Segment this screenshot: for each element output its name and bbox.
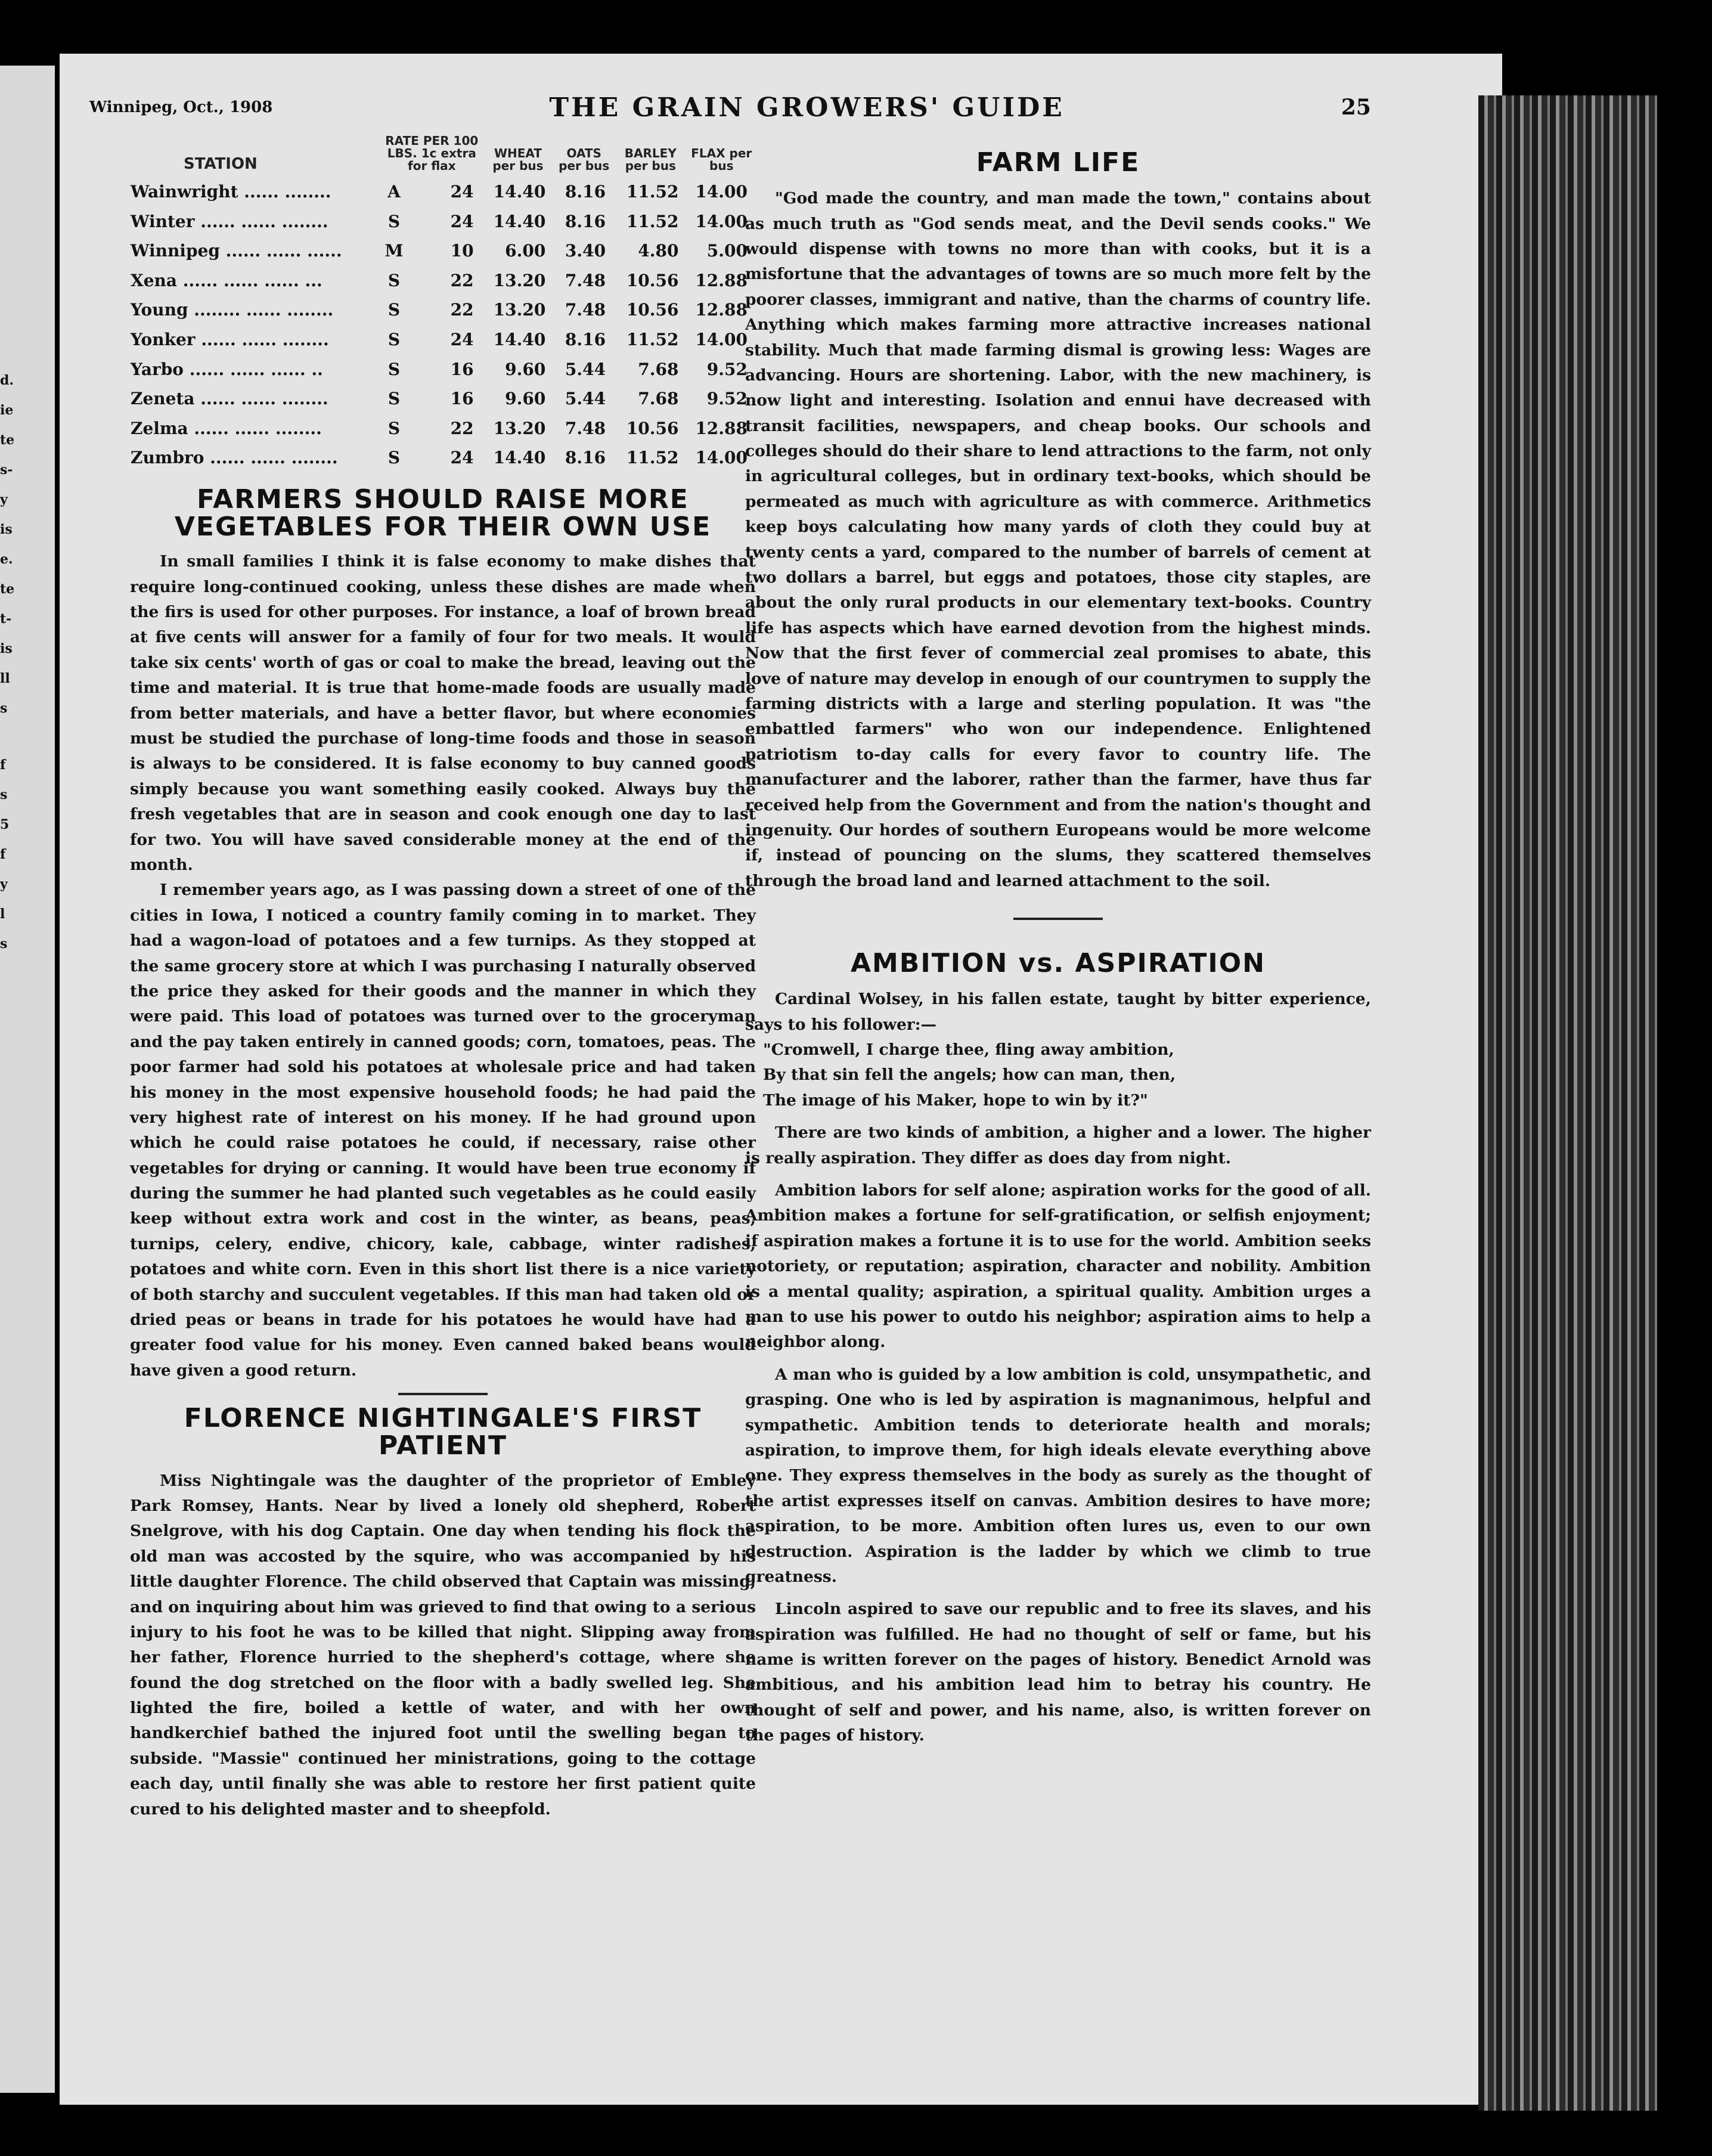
oats-cell: 7.48 bbox=[565, 300, 606, 320]
article-title: FARMERS SHOULD RAISE MORE VEGETABLES FOR THEIR OWN USE bbox=[174, 484, 712, 543]
oats-cell: 8.16 bbox=[565, 211, 606, 231]
column-header: BARLEY per bus bbox=[624, 146, 677, 173]
oats-cell: 3.40 bbox=[565, 241, 606, 261]
oats-cell: 7.48 bbox=[565, 418, 606, 438]
table-row bbox=[130, 236, 756, 266]
section-divider bbox=[1013, 918, 1103, 920]
right-column bbox=[745, 149, 1371, 1749]
edge-fragment: t- bbox=[0, 611, 12, 627]
rate-cell: 24 bbox=[450, 329, 474, 349]
zone-cell: A bbox=[387, 182, 401, 202]
paragraph: A man who is guided by a low ambition is cold, unsympathetic, and grasping. One who is led by aspiration is magnanimous, helpful and sympathetic. Ambition tends to deteriorate health and morals; aspiration, to improve them, for high ideals elevate everything above one. They express themselves in the body as surely as the thought of the artist expresses itself on canvas. Ambition desires to have more; aspiration, to be more. Ambition often lures us, even to our own destruction. Aspiration is the ladder by which we climb to true greatness. bbox=[745, 1365, 1371, 1586]
wheat-cell: 13.20 bbox=[493, 300, 546, 320]
table-row bbox=[130, 177, 756, 207]
wheat-cell: 9.60 bbox=[505, 389, 546, 409]
column-header: FLAX per bus bbox=[691, 146, 752, 173]
wheat-cell: 14.40 bbox=[493, 329, 546, 349]
rate-cell: 22 bbox=[450, 418, 474, 438]
edge-fragment: f bbox=[0, 847, 6, 862]
edge-fragment: 5 bbox=[0, 817, 10, 832]
barley-cell: 10.56 bbox=[626, 300, 679, 320]
wheat-cell: 13.20 bbox=[493, 418, 546, 438]
barley-cell: 11.52 bbox=[626, 182, 679, 202]
oats-cell: 5.44 bbox=[565, 389, 606, 409]
paragraph: Lincoln aspired to save our republic and to free its slaves, and his aspiration was fulfilled. He had no thought of self or fame, but his name is written forever on the pages of history. Benedict Arnold was ambitious, and his ambition lead him to betray his country. He thought of self and power, and his name, also, is written forever on the pages of history. bbox=[745, 1600, 1371, 1745]
barley-cell: 11.52 bbox=[626, 211, 679, 231]
wheat-cell: 14.40 bbox=[493, 448, 546, 468]
table-row bbox=[130, 207, 756, 237]
station-cell: Winter ...... ...... ........ bbox=[131, 211, 328, 231]
rate-cell: 24 bbox=[450, 211, 474, 231]
station-cell: Zelma ...... ...... ........ bbox=[131, 418, 322, 438]
zone-cell: S bbox=[387, 389, 401, 409]
rate-cell: 22 bbox=[450, 270, 474, 290]
barley-cell: 10.56 bbox=[626, 418, 679, 438]
station-cell: Wainwright ...... ........ bbox=[131, 182, 331, 202]
rate-cell: 22 bbox=[450, 300, 474, 320]
paragraph: Miss Nightingale was the daughter of the proprietor of Embley Park Romsey, Hants. Near by lived a lonely old shepherd, Robert Snelgrove, with his dog Captain. One day when tending his flock the old man was accosted by the squire, who was accompanied by his little daughter Florence. The child observed that Captain was missing, and on inquiring about him was grieved to find that owing to a serious injury to his foot he was to be killed that night. Slipping away from her father, Florence hurried to the shepherd's cottage, where she found the dog stretched on the floor with a badly swelled leg. She lighted the fire, boiled a kettle of water, and with her own handkerchief bathed the injured foot until the swelling began to subside. "Massie" continued her ministrations, going to the cottage each day, until finally she was able to restore her first patient quite cured to his delighted master and to sheepfold. bbox=[130, 1471, 756, 1819]
verse-line: "Cromwell, I charge thee, fling away ambition, bbox=[763, 1040, 1174, 1060]
table-header-row bbox=[130, 135, 756, 177]
edge-fragment: s bbox=[0, 701, 8, 716]
freight-rate-table bbox=[130, 135, 756, 473]
table-row bbox=[130, 325, 756, 355]
flax-cell: 9.52 bbox=[706, 359, 748, 379]
oats-cell: 7.48 bbox=[565, 270, 606, 290]
flax-cell: 14.00 bbox=[695, 448, 748, 468]
oats-cell: 5.44 bbox=[565, 359, 606, 379]
wheat-cell: 14.40 bbox=[493, 211, 546, 231]
table-row bbox=[130, 266, 756, 296]
table-row bbox=[130, 414, 756, 444]
edge-fragment: l bbox=[0, 906, 5, 922]
wheat-cell: 13.20 bbox=[493, 270, 546, 290]
table-body bbox=[130, 177, 756, 473]
article-title: FARM LIFE bbox=[976, 147, 1140, 178]
paragraph: In small families I think it is false economy to make dishes that require long-continued cooking, unless these dishes are made when the firs is used for other purposes. For instance, a loaf of brown bread at five cents will answer for a family of four for two meals. It would take six cents' worth of gas or coal to make the bread, leaving out the time and material. It is true that home-made foods are usually made from better materials, and have a better flavor, but where economies must be studied the purchase of long-time foods and those in season is always to be considered. It is false economy to buy canned goods simply because you want something easily cooked. Always buy the fresh vegetables that are in season and cook enough one day to last for two. You will have saved considerable money at the end of the month. bbox=[130, 552, 756, 874]
zone-cell: S bbox=[387, 211, 401, 231]
edge-fragment: y bbox=[0, 876, 8, 892]
barley-cell: 7.68 bbox=[638, 359, 679, 379]
barley-cell: 10.56 bbox=[626, 270, 679, 290]
edge-fragment: te bbox=[0, 581, 15, 597]
column-header: WHEAT per bus bbox=[492, 146, 544, 173]
flax-cell: 14.00 bbox=[695, 211, 748, 231]
masthead-title: THE GRAIN GROWERS' GUIDE bbox=[549, 92, 1065, 123]
edge-fragment: ie bbox=[0, 402, 14, 418]
rate-cell: 10 bbox=[450, 241, 474, 261]
table-row bbox=[130, 443, 756, 473]
rate-cell: 16 bbox=[450, 359, 474, 379]
wheat-cell: 9.60 bbox=[505, 359, 546, 379]
paragraph: I remember years ago, as I was passing down a street of one of the cities in Iowa, I noticed a country family coming in to market. They had a wagon-load of potatoes and a few turnips. As they stopped at the same grocery store at which I was purchasing I naturally observed the price they asked for their goods and the manner in which they were paid. This load of potatoes was turned over to the groceryman and the pay taken entirely in canned goods; corn, tomatoes, peas. The poor farmer had sold his potatoes at wholesale price and had taken his money in the most expensive household foods; he had paid the very highest rate of interest on his money. If he had ground upon which he could raise potatoes he could, if necessary, raise other vegetables for drying or canning. It would have been true economy if during the summer he had planted such vegetables as he could easily keep without extra work and cost in the winter, as beans, peas, turnips, celery, endive, chicory, kale, cabbage, winter radishes, potatoes and white corn. Even in this short list there is a nice variety of both starchy and succulent vegetables. If this man had taken old or dried peas or beans in trade for his potatoes he would have had a greater food value for his money. Even canned baked beans would have given a good return. bbox=[130, 881, 756, 1380]
paragraph: Ambition labors for self alone; aspiration works for the good of all. Ambition makes a fortune for self-gratification, or selfish enjoyment; if aspiration makes a fortune it is to use for the world. Ambition seeks notoriety, or reputation; aspiration, character and nobility. Ambition is a mental quality; aspiration, a spiritual quality. Ambition urges a man to use his power to outdo his neighbor; aspiration aims to help a neighbor along. bbox=[745, 1181, 1371, 1352]
page-number: 25 bbox=[1341, 95, 1371, 120]
edge-fragment: y bbox=[0, 492, 8, 507]
table-row bbox=[130, 355, 756, 385]
section-divider bbox=[398, 1393, 488, 1395]
verse-quote bbox=[763, 1037, 1371, 1113]
paragraph: Cardinal Wolsey, in his fallen estate, taught by bitter experience, says to his follower:— bbox=[745, 990, 1371, 1034]
column-header: STATION bbox=[184, 154, 258, 173]
edge-fragment: e. bbox=[0, 552, 13, 567]
edge-fragment: te bbox=[0, 432, 15, 448]
oats-cell: 8.16 bbox=[565, 448, 606, 468]
flax-cell: 12.88 bbox=[695, 300, 748, 320]
edge-fragment: d. bbox=[0, 373, 14, 388]
article-title: AMBITION vs. ASPIRATION bbox=[850, 948, 1266, 979]
barley-cell: 7.68 bbox=[638, 389, 679, 409]
zone-cell: M bbox=[384, 241, 404, 261]
zone-cell: S bbox=[387, 270, 401, 290]
station-cell: Young ........ ...... ........ bbox=[131, 300, 334, 320]
edge-fragment: s bbox=[0, 936, 8, 952]
edge-fragment: s bbox=[0, 787, 8, 803]
flax-cell: 9.52 bbox=[706, 389, 748, 409]
oats-cell: 8.16 bbox=[565, 182, 606, 202]
verse-line: The image of his Maker, hope to win by it?" bbox=[763, 1091, 1148, 1110]
wheat-cell: 14.40 bbox=[493, 182, 546, 202]
station-cell: Yarbo ...... ...... ...... .. bbox=[131, 359, 323, 379]
bound-volume-edge bbox=[1478, 95, 1657, 2111]
edge-fragment: ll bbox=[0, 671, 10, 686]
table-row bbox=[130, 295, 756, 325]
edge-fragment: s- bbox=[0, 462, 13, 478]
station-cell: Winnipeg ...... ...... ...... bbox=[131, 241, 342, 261]
station-cell: Zeneta ...... ...... ........ bbox=[131, 389, 328, 409]
zone-cell: S bbox=[387, 418, 401, 438]
paragraph: There are two kinds of ambition, a higher and a lower. The higher is really aspiration. They differ as does day from night. bbox=[745, 1123, 1371, 1167]
rate-cell: 16 bbox=[450, 389, 474, 409]
left-column bbox=[130, 135, 756, 1822]
flax-cell: 5.00 bbox=[706, 241, 748, 261]
article-title: FLORENCE NIGHTINGALE'S FIRST PATIENT bbox=[184, 1403, 702, 1461]
oats-cell: 8.16 bbox=[565, 329, 606, 349]
edge-fragment: is bbox=[0, 522, 13, 537]
station-cell: Zumbro ...... ...... ........ bbox=[131, 448, 338, 468]
barley-cell: 11.52 bbox=[626, 448, 679, 468]
column-header: RATE PER 100 LBS. 1c extra for flax bbox=[385, 134, 479, 173]
edge-fragment: f bbox=[0, 757, 6, 773]
barley-cell: 11.52 bbox=[626, 329, 679, 349]
station-cell: Yonker ...... ...... ........ bbox=[131, 329, 329, 349]
zone-cell: S bbox=[387, 300, 401, 320]
zone-cell: S bbox=[387, 448, 401, 468]
flax-cell: 12.88 bbox=[695, 270, 748, 290]
table-row bbox=[130, 384, 756, 414]
station-cell: Xena ...... ...... ...... ... bbox=[131, 270, 322, 290]
page-header bbox=[89, 89, 1371, 125]
verse-line: By that sin fell the angels; how can man, then, bbox=[763, 1065, 1176, 1085]
flax-cell: 14.00 bbox=[695, 182, 748, 202]
flax-cell: 14.00 bbox=[695, 329, 748, 349]
issue-date: Winnipeg, Oct., 1908 bbox=[89, 98, 273, 116]
flax-cell: 12.88 bbox=[695, 418, 748, 438]
adjacent-page-edge bbox=[0, 66, 55, 2093]
wheat-cell: 6.00 bbox=[505, 241, 546, 261]
zone-cell: S bbox=[387, 359, 401, 379]
paragraph: "God made the country, and man made the town," contains about as much truth as "God sends meat, and the Devil sends cooks." We would dispense with towns no more than with cooks, but it is a misfortune that the advantages of towns are so much more felt by the poorer classes, immigrant and native, than the charms of country life. Anything which makes farming more attractive increases national stability. Much that made farming dismal is growing less: Wages are advancing. Hours are shortening. Labor, with the new machinery, is now light and interesting. Isolation and ennui have decreased with transit facilities, newspapers, and cheap books. Our schools and colleges should do their share to lend attractions to the farm, not only in agricultural colleges, but in ordinary text-books, which should be permeated as much with agriculture as with commerce. Arithmetics keep boys calculating how many yards of cloth they could buy at twenty cents a yard, compared to the number of barrels of cement at two dollars a barrel, but eggs and potatoes, those city staples, are about the only rural products in our elementary text-books. Country life has aspects which have earned devotion from the highest minds. Now that the first fever of commercial zeal promises to abate, this love of nature may develop in enough of our countrymen to supply the farming districts with a large and sterling population. It was "the embattled farmers" who won our independence. Enlightened patriotism to-day calls for every favor to country life. The manufacturer and the laborer, rather than the farmer, have thus far received help from the Government and from the nation's thought and ingenuity. Our hordes of southern Europeans would be more welcome if, instead of pouncing on the slums, they scattered themselves through the broad land and learned attachment to the soil. bbox=[745, 189, 1371, 890]
rate-cell: 24 bbox=[450, 448, 474, 468]
zone-cell: S bbox=[387, 329, 401, 349]
column-header: OATS per bus bbox=[559, 146, 610, 173]
edge-fragment: is bbox=[0, 641, 13, 656]
rate-cell: 24 bbox=[450, 182, 474, 202]
barley-cell: 4.80 bbox=[638, 241, 679, 261]
